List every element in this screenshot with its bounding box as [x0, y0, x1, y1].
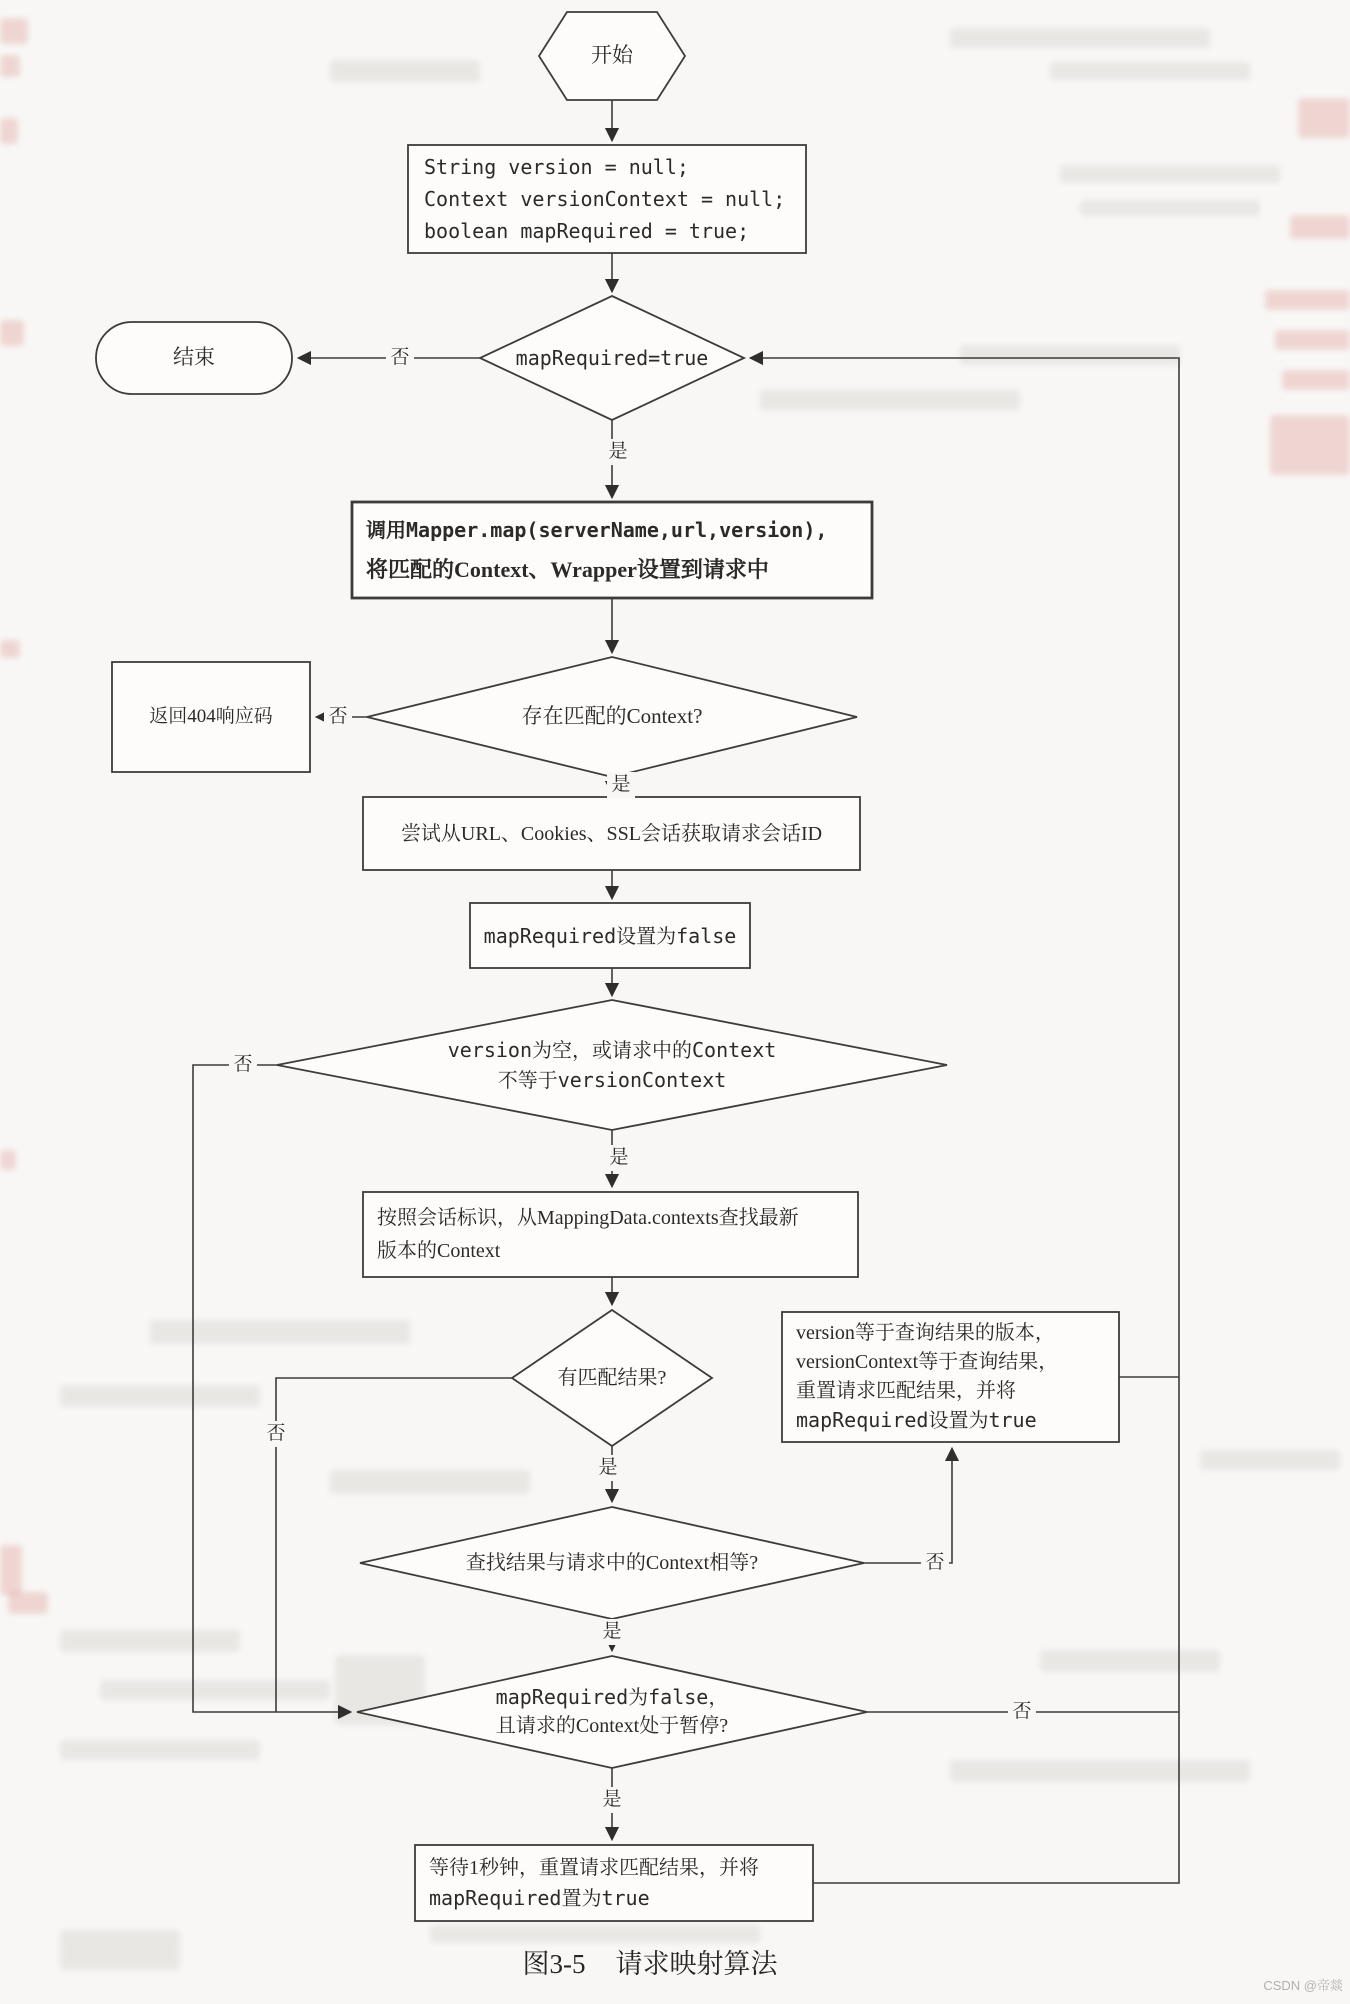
- findcontext-line-2: 版本的Context: [377, 1239, 501, 1262]
- watermark-text: CSDN @帝燚: [1263, 1978, 1343, 1993]
- edge-label-no-pausedcheck: 否: [1008, 1699, 1036, 1725]
- edge-versioncheck-no-to-pausedcheck: [193, 1065, 350, 1712]
- figure-caption-title: 请求映射算法: [615, 1948, 778, 1979]
- decision-resultequals-label: 查找结果与请求中的Context相等?: [465, 1552, 759, 1574]
- edge-label-no-maprequired: 否: [386, 345, 414, 371]
- edge-label-no-hasmatch: 否: [262, 1421, 290, 1447]
- callmapper-line-2: 将匹配的Context、Wrapper设置到请求中: [366, 557, 769, 582]
- setversion-box-text: [796, 1318, 1106, 1436]
- edge-resultequals-no-to-setversion: [864, 1449, 952, 1563]
- versioncheck-line-1: version为空，或请求中的Context: [447, 1038, 777, 1062]
- edge-label-yes-pausedcheck: 是: [598, 1787, 626, 1813]
- edge-label-yes-resultequals: 是: [598, 1619, 626, 1645]
- edge-label-no-resultequals: 否: [921, 1550, 949, 1576]
- decision-maprequired-label: mapRequired=true: [515, 346, 709, 370]
- edge-label-no-contextexists: 否: [324, 704, 352, 730]
- return404-box-label: 返回404响应码: [149, 705, 273, 727]
- callmapper-box-text: [366, 506, 858, 594]
- decision-hasmatch-label: 有匹配结果?: [557, 1367, 667, 1389]
- edge-label-no-versioncheck: 否: [229, 1052, 257, 1078]
- callmapper-line-1: 调用Mapper.map(serverName,url,version),: [366, 518, 828, 542]
- init-line-2: Context versionContext = null;: [424, 187, 786, 211]
- getsession-box-label: 尝试从URL、Cookies、SSL会话获取请求会话ID: [400, 822, 823, 845]
- decision-contextexists-label: 存在匹配的Context?: [521, 704, 703, 729]
- setversion-line-1: version等于查询结果的版本，: [796, 1322, 1055, 1344]
- setversion-line-4: mapRequired设置为true: [796, 1408, 1037, 1432]
- waitretry-line-2: mapRequired置为true: [429, 1886, 650, 1910]
- pausedcheck-line-2: 且请求的Context处于暂停?: [495, 1715, 729, 1737]
- setmapfalse-box-label: mapRequired设置为false: [483, 923, 737, 948]
- setversion-line-3: 重置请求匹配结果，并将: [796, 1380, 1016, 1402]
- waitretry-line-1: 等待1秒钟，重置请求匹配结果，并将: [429, 1857, 759, 1879]
- figure-caption-number: 图3-5: [522, 1948, 586, 1979]
- init-box-text: [424, 150, 794, 248]
- findcontext-line-1: 按照会话标识，从MappingData.contexts查找最新: [377, 1206, 799, 1229]
- end-node-label: 结束: [173, 345, 215, 370]
- init-line-3: boolean mapRequired = true;: [424, 219, 750, 243]
- setversion-line-2: versionContext等于查询结果，: [796, 1351, 1059, 1373]
- start-node-label: 开始: [591, 43, 633, 68]
- edge-label-yes-versioncheck: 是: [605, 1145, 633, 1171]
- waitretry-box-text: [429, 1849, 799, 1917]
- edge-label-yes-contextexists: 是: [607, 772, 635, 798]
- findcontext-box-text: [377, 1196, 847, 1273]
- decision-versioncheck-label: [302, 1002, 922, 1128]
- pausedcheck-line-1: mapRequired为false，: [495, 1685, 729, 1709]
- init-line-1: String version = null;: [424, 155, 689, 179]
- edge-label-yes-hasmatch: 是: [594, 1455, 622, 1481]
- versioncheck-line-2: 不等于versionContext: [497, 1068, 727, 1092]
- edge-label-yes-maprequired: 是: [604, 439, 632, 465]
- figure-caption: [430, 1938, 870, 1984]
- decision-pausedcheck-label: [377, 1658, 847, 1766]
